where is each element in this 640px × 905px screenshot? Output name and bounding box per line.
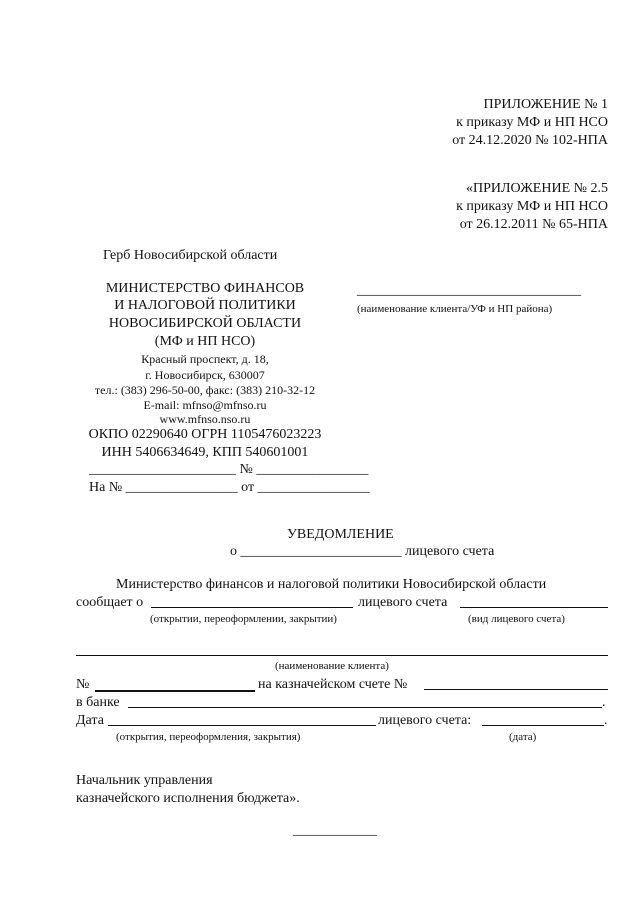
bank-blank [128,707,602,708]
appendix2-line3: от 26.12.2011 № 65-НПА [459,217,608,232]
appendix1-line3: от 24.12.2020 № 102-НПА [452,133,608,148]
coat-of-arms-placeholder: Герб Новосибирской области [103,248,278,263]
signature-position-line1: Начальник управления [76,773,213,788]
account-number-blank [95,690,255,692]
appendix2-line1: «ПРИЛОЖЕНИЕ № 2.5 [466,181,608,196]
bank-label: в банке [76,695,120,710]
incoming-reference: На № ________________ от ________________ [89,480,370,495]
org-name-line2: И НАЛОГОВОЙ ПОЛИТИКИ [114,298,296,313]
caption-date-action: (открытия, переоформления, закрытия) [116,731,301,743]
outgoing-reference: _____________________ № ________________ [89,462,369,477]
date-account-label: лицевого счета: [378,713,472,728]
signature-position-line2: казначейского исполнения бюджета». [76,791,300,806]
recipient-line: ________________________________ [357,283,581,298]
paragraph-sends: сообщает о [76,595,144,610]
bank-period: . [602,695,606,710]
email: E-mail: mfnso@mfnso.ru [143,398,267,412]
caption-date: (дата) [509,731,537,743]
treasury-account-blank [424,689,608,690]
date-label: Дата [76,713,104,728]
org-abbreviation: (МФ и НП НСО) [154,334,256,349]
org-name-line1: МИНИСТЕРСТВО ФИНАНСОВ [105,281,305,296]
caption-account-type: (вид лицевого счета) [468,613,565,625]
website: www.mfnso.nso.ru [159,412,251,426]
paragraph-account: лицевого счета [358,595,448,610]
notice-title: УВЕДОМЛЕНИЕ [287,527,394,542]
date-blank [482,725,604,726]
account-type-blank [460,607,608,608]
client-name-blank [76,655,608,656]
action-blank [151,607,353,608]
caption-action: (открытии, переоформлении, закрытии) [150,613,337,625]
notice-subtitle: о _______________________ лицевого счета [230,544,495,559]
caption-client: (наименование клиента) [275,660,389,672]
date-action-blank [108,725,376,726]
okpo-ogrn: ОКПО 02290640 ОГРН 1105476023223 [88,427,322,442]
address-line1: Красный проспект, д. 18, [141,352,269,366]
treasury-account-label: на казначейском счете № [258,677,408,692]
appendix1-line1: ПРИЛОЖЕНИЕ № 1 [483,97,608,112]
number-prefix: № [76,677,90,692]
recipient-caption: (наименование клиента/УФ и НП района) [357,303,553,315]
date-period: . [604,713,608,728]
address-line2: г. Новосибирск, 630007 [145,368,265,382]
appendix2-line2: к приказу МФ и НП НСО [456,199,608,214]
appendix1-line2: к приказу МФ и НП НСО [456,115,608,130]
footer-separator: ____________ [293,823,377,838]
inn-kpp: ИНН 5406634649, КПП 540601001 [101,445,309,460]
org-name-line3: НОВОСИБИРСКОЙ ОБЛАСТИ [108,316,302,331]
phone-fax: тел.: (383) 296-50-00, факс: (383) 210-32-12 [94,383,316,397]
paragraph-line1: Министерство финансов и налоговой политики Новосибирской области [116,577,547,592]
